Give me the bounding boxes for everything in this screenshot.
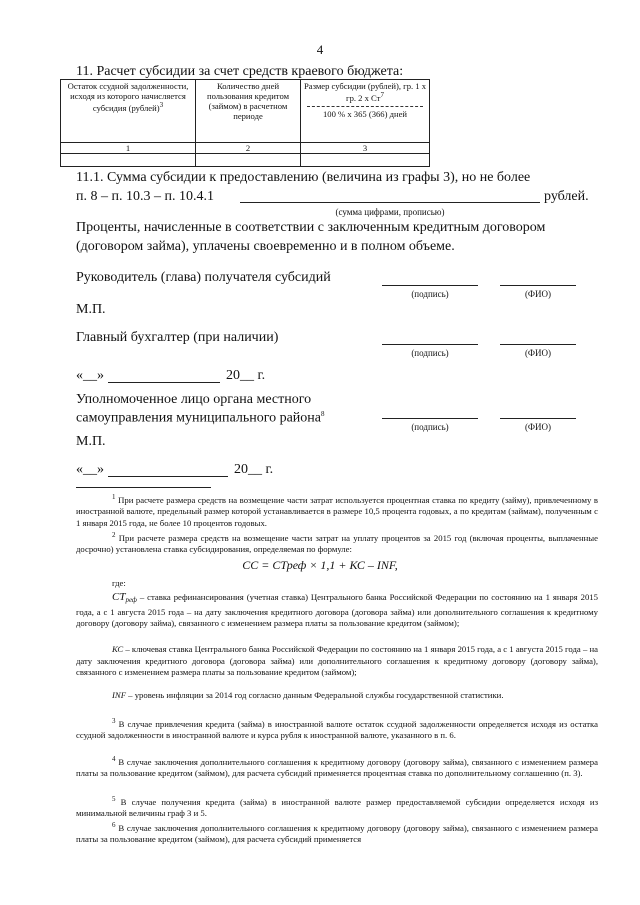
accountant-label: Главный бухгалтер (при наличии) xyxy=(76,330,279,345)
official-fio-field[interactable] xyxy=(500,418,576,419)
accountant-signature-field[interactable] xyxy=(382,344,478,345)
footnote-3: $^3$ В случае привлечения кредита (займа) в иностранной валюте остаток ссудной задолженности определяется исходя из остатка ссудной задолженности в иностранной валюте и курса рубля к иностранной валюте, указанного в п. 6. xyxy=(76,717,598,741)
signature-caption: (подпись) xyxy=(411,348,449,358)
footnote-5: $^5$ В случае получения кредита (займа) в иностранной валюте размер предоставляемой субсидии определяется исходя из минимальной величины граф 3 и 5. xyxy=(76,795,599,819)
head-signature-field[interactable] xyxy=(382,285,478,286)
subsidy-amount-line2-prefix: п. 8 – п. 10.3 – п. 10.4.1 xyxy=(76,189,214,204)
fio-caption: (ФИО) xyxy=(524,422,552,432)
date-day-2: «__» xyxy=(76,462,104,477)
head-fio-field[interactable] xyxy=(500,285,576,286)
table-empty-cell[interactable] xyxy=(61,154,196,167)
page-number: 4 xyxy=(316,42,324,57)
interest-statement-line2: (договором займа), уплачены своевременно и в полном объеме. xyxy=(76,239,455,254)
fio-caption: (ФИО) xyxy=(524,289,552,299)
stamp-place-2: М.П. xyxy=(76,434,106,449)
subsidy-amount-caption: (сумма цифрами, прописью) xyxy=(335,207,445,217)
table-col-number-3: 3 xyxy=(301,143,430,154)
table-col-number-1: 1 xyxy=(61,143,196,154)
footnote-2: $^2$ При расчете размера средств на возмещение части затрат на уплату процентов за 2015 год (включая проценты, выплаченные досрочно) установлена ставка субсидирования, определяемая по формуле: xyxy=(76,531,599,555)
subsidy-amount-unit: рублей. xyxy=(544,189,589,204)
date-year-2: 20__ г. xyxy=(234,462,274,477)
date-day-1: «__» xyxy=(76,368,104,383)
table-empty-cell[interactable] xyxy=(301,154,430,167)
formula-where: где: xyxy=(112,578,126,588)
stamp-place-1: М.П. xyxy=(76,302,106,317)
table-header-subsidy: Размер субсидии (рублей), гр. 1 х гр. 2 х $Ст^7$ 100 % х 365 (366) дней xyxy=(301,80,430,143)
accountant-fio-field[interactable] xyxy=(500,344,576,345)
table-empty-cell[interactable] xyxy=(196,154,301,167)
footnote-separator xyxy=(76,487,211,488)
date-year-1: 20__ г. xyxy=(226,368,266,383)
date-month-field-1[interactable] xyxy=(108,382,220,383)
signature-caption: (подпись) xyxy=(411,422,449,432)
footnote-inflation: INF – уровень инфляции за 2014 год согласно данным Федеральной службы государственной статистики. xyxy=(112,690,504,700)
interest-statement-line1: Проценты, начисленные в соответствии с заключенным кредитным договором xyxy=(76,220,546,235)
fio-caption: (ФИО) xyxy=(524,348,552,358)
table-col-number-2: 2 xyxy=(196,143,301,154)
footnote-6: $^6$ В случае заключения дополнительного соглашения к кредитному договору (договору займа), связанного с изменением размера платы за пользование кредитом (займом), для расчета субсидий применяется xyxy=(76,821,598,845)
subsidy-amount-field[interactable] xyxy=(240,202,540,203)
subsidy-rate-formula: СС = СТреф × 1,1 + КС – INF, xyxy=(242,558,398,572)
table-header-days: Количество дней пользования кредитом (займом) в расчетном периоде xyxy=(196,80,301,143)
head-label: Руководитель (глава) получателя субсидий xyxy=(76,270,331,285)
official-label-line2: самоуправления муниципального района$^8$ xyxy=(76,410,325,426)
footnote-key-rate: КС – ключевая ставка Центрального банка Российской Федерации по состоянию на 1 января 2015 года, а с 1 августа 2015 года – на дату заключения кредитного договора (договора займа) или дополнительного соглашения к кредитному договору (договору займа), связанного с изменением размера платы за пользование кредитом (займом); xyxy=(76,644,598,677)
section-11-title: 11. Расчет субсидии за счет средств краевого бюджета: xyxy=(76,64,404,79)
official-label-line1: Уполномоченное лицо органа местного xyxy=(76,392,312,407)
table-header-balance: Остаток ссудной задолженности, исходя из которого начисляется субсидия (рублей)$^3$ xyxy=(61,80,196,143)
footnote-ct-ref: $СТ_{реф}$ – ставка рефинансирования (учетная ставка) Центрального банка Российской Федерации по состоянию на 1 января 2015 года, а с 1 августа 2015 года – на дату заключения кредитного договора (договора займа) или дополнительного соглашения к кредитному договору (договору займа), связанного с изменением размера платы за пользование кредитом (займом); xyxy=(76,591,598,628)
official-signature-field[interactable] xyxy=(382,418,478,419)
footnote-4: $^4$ В случае заключения дополнительного соглашения к кредитному договору (договору займа), связанного с изменением размера платы за пользование кредитом (займом), для расчета субсидий применяется процентная ставка по дополнительному соглашению (п. 3). xyxy=(76,755,598,779)
subsidy-amount-line1: 11.1. Сумма субсидии к предоставлению (величина из графы 3), но не более xyxy=(76,170,531,185)
footnote-1: $^1$ При расчете размера средств на возмещение части затрат используется процентная ставка по кредиту (займу), привлеченному в иностранной валюте, предельный размер которой устанавливается в размере 10,5 процента годовых, а по кредитам (займам), полученным с 1 января 2015 года, не более 10 процентов годовых. xyxy=(76,493,598,528)
subsidy-calculation-table xyxy=(60,79,430,167)
date-month-field-2[interactable] xyxy=(108,476,228,477)
signature-caption: (подпись) xyxy=(411,289,449,299)
